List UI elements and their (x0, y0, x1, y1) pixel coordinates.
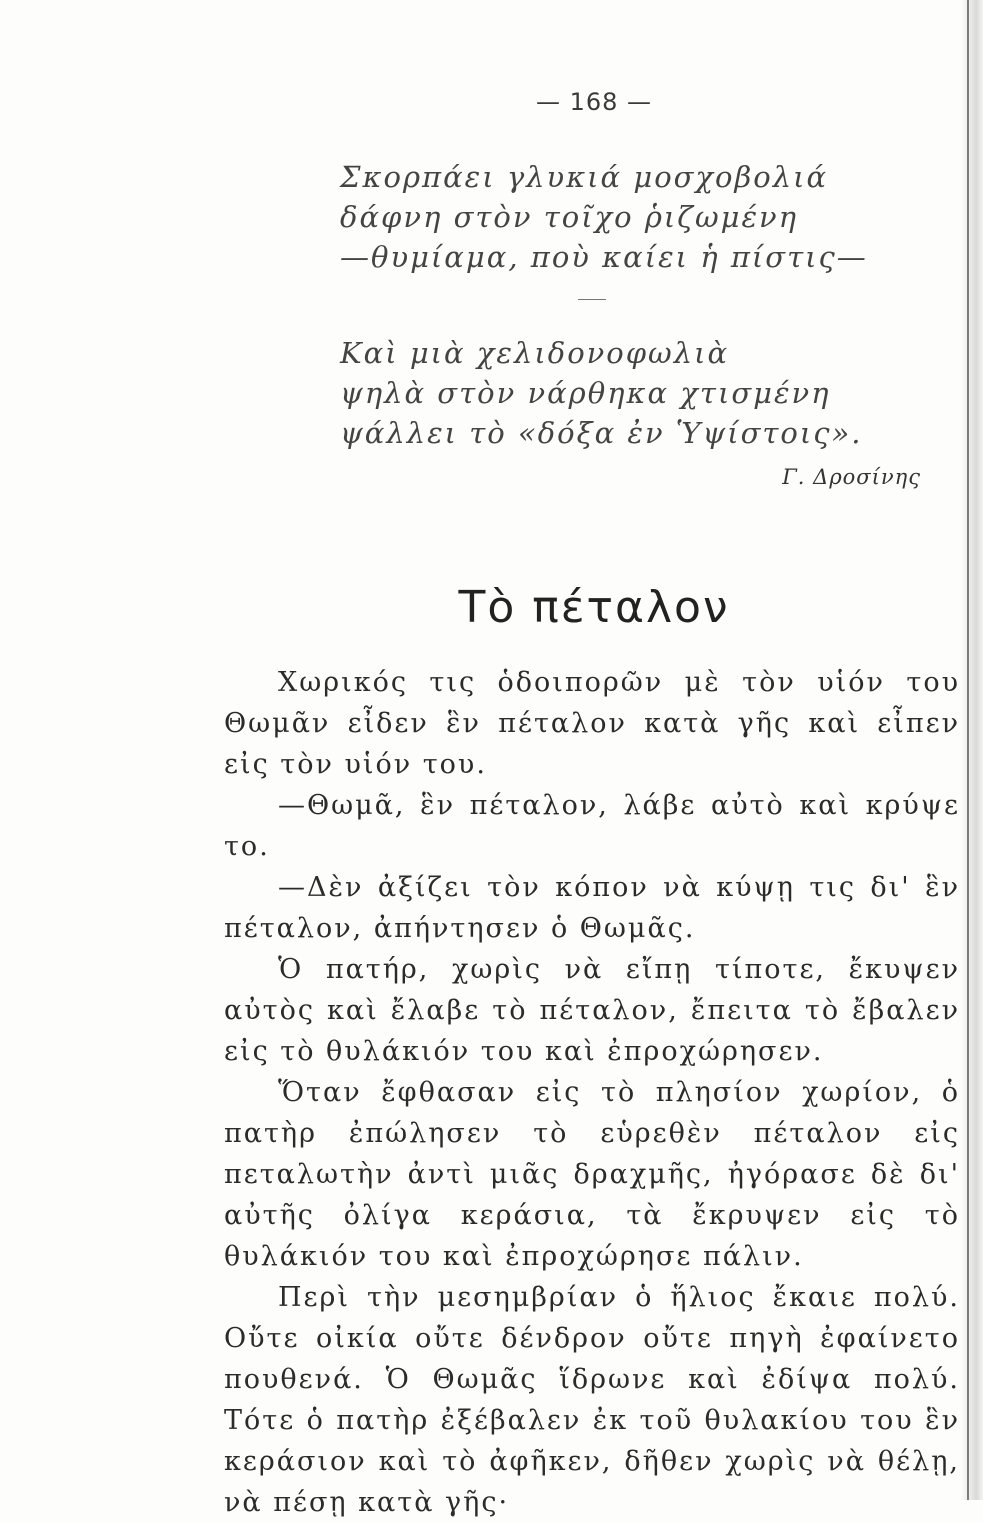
stanza-divider (578, 299, 606, 300)
story-paragraph: Χωρικός τις ὁδοιπορῶν μὲ τὸν υἱόν του Θωμᾶν εἶδεν ἓν πέταλον κατὰ γῆς καὶ εἶπεν εἰς τὸν υἱόν του. (224, 667, 960, 780)
poem-line: Σκορπάει γλυκιά μοσχοβολιά (340, 160, 829, 194)
story-paragraph: Περὶ τὴν μεσημβρίαν ὁ ἥλιος ἔκαιε πολύ. Οὔτε οἰκία οὔτε δένδρον οὔτε πηγὴ ἐφαίνετο πουθενά. Ὁ Θωμᾶς ἵδρωνε καὶ ἐδίψα πολύ. Τότε ὁ πατὴρ ἐξέβαλεν ἐκ τοῦ θυλακίου του ἓν κεράσιον καὶ τὸ ἀφῆκεν, δῆθεν χωρὶς νὰ θέλῃ, νὰ πέσῃ κατὰ γῆς· (224, 1282, 960, 1518)
poem-stanza-1 (340, 157, 868, 277)
story-paragraph: Ὁ πατήρ, χωρὶς νὰ εἴπῃ τίποτε, ἔκυψεν αὐτὸς καὶ ἔλαβε τὸ πέταλον, ἔπειτα τὸ ἔβαλεν εἰς τὸ θυλάκιόν του καὶ ἐπροχώρησεν. (224, 954, 960, 1067)
page-number: — 168 — (535, 88, 653, 116)
poem-stanza-2 (340, 333, 863, 453)
page-binding-shadow (961, 0, 983, 1500)
poem-line: —θυμίαμα, ποὺ καίει ἡ πίστις— (340, 240, 868, 274)
story-body (224, 662, 960, 1523)
story-paragraph: —Θωμᾶ, ἓν πέταλον, λάβε αὐτὸ καὶ κρύψε το. (224, 790, 960, 862)
poem-line: δάφνη στὸν τοῖχο ῥιζωμένη (340, 200, 799, 234)
page-binding-edge-line (967, 0, 969, 1500)
poem-line: ψηλὰ στὸν νάρθηκα χτισμένη (340, 376, 831, 410)
poem-line: Καὶ μιὰ χελιδονοφωλιὰ (340, 336, 730, 370)
story-paragraph: Ὅταν ἔφθασαν εἰς τὸ πλησίον χωρίον, ὁ πατὴρ ἐπώλησεν τὸ εὑρεθὲν πέταλον εἰς πεταλωτὴν ἀντὶ μιᾶς δραχμῆς, ἠγόρασε δὲ δι' αὐτῆς ὀλίγα κεράσια, τὰ ἔκρυψεν εἰς τὸ θυλάκιόν του καὶ ἐπροχώρησε πάλιν. (224, 1077, 960, 1272)
poem-author: Γ. Δροσίνης (782, 465, 921, 489)
poem-line: ψάλλει τὸ «δόξα ἐν Ὑψίστοις». (340, 416, 863, 450)
story-paragraph: —Δὲν ἀξίζει τὸν κόπον νὰ κύψῃ τις δι' ἓν πέταλον, ἀπήντησεν ὁ Θωμᾶς. (224, 872, 960, 944)
story-title: Τὸ πέταλον (458, 582, 730, 633)
